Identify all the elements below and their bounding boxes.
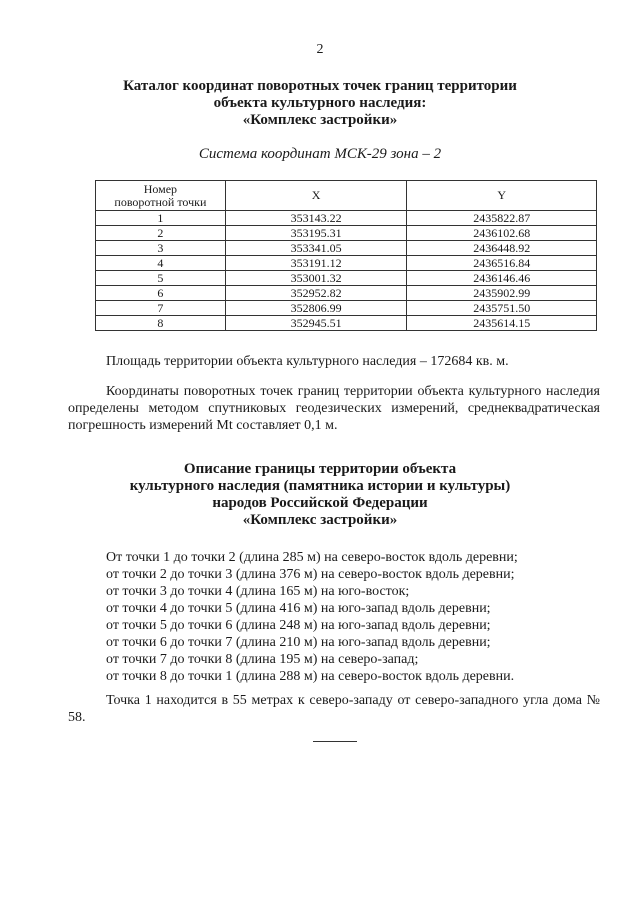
boundary-segment: от точки 8 до точки 1 (длина 288 м) на северо-восток вдоль деревни. <box>106 669 515 684</box>
cell-y: 2435902.99 <box>407 286 597 301</box>
table-row <box>96 226 597 241</box>
cell-x: 353001.32 <box>225 271 407 286</box>
header-y: Y <box>407 181 597 211</box>
reference-point-note: Точка 1 находится в 55 метрах к северо-западу от северо-западного угла дома № 58. <box>68 693 600 725</box>
measurement-method-paragraph: Координаты поворотных точек границ территории объекта культурного наследия определены методом спутниковых геодезических измерений, среднеквадратическая погрешность измерений Mt составляет 0,1 м. <box>68 384 600 433</box>
cell-y: 2435822.87 <box>407 211 597 226</box>
cell-y: 2436102.68 <box>407 226 597 241</box>
table-row <box>96 211 597 226</box>
header-point-number <box>96 181 226 211</box>
boundary-title-line: культурного наследия (памятника истории и культуры) <box>129 478 511 494</box>
cell-point-number: 7 <box>96 301 226 316</box>
coordinates-table <box>95 180 597 331</box>
boundary-description-title <box>60 461 580 529</box>
boundary-title-line: «Комплекс застройки» <box>242 512 398 528</box>
catalog-title-line: Каталог координат поворотных точек границ территории <box>123 78 517 94</box>
cell-x: 353191.12 <box>225 256 407 271</box>
end-divider <box>313 741 357 742</box>
boundary-segment: от точки 6 до точки 7 (длина 210 м) на юго-запад вдоль деревни; <box>106 635 491 650</box>
header-x: X <box>225 181 407 211</box>
header-number-line1: Номер <box>143 181 178 196</box>
cell-x: 353341.05 <box>225 241 407 256</box>
area-statement: Площадь территории объекта культурного наследия – 172684 кв. м. <box>106 354 509 369</box>
table-row <box>96 301 597 316</box>
catalog-title-line: «Комплекс застройки» <box>242 112 398 128</box>
boundary-title-line: народов Российской Федерации <box>212 495 428 511</box>
cell-y: 2436448.92 <box>407 241 597 256</box>
cell-y: 2436516.84 <box>407 256 597 271</box>
boundary-segment: от точки 7 до точки 8 (длина 195 м) на северо-запад; <box>106 652 419 667</box>
table-row <box>96 286 597 301</box>
cell-y: 2436146.46 <box>407 271 597 286</box>
cell-x: 353195.31 <box>225 226 407 241</box>
cell-point-number: 5 <box>96 271 226 286</box>
cell-point-number: 3 <box>96 241 226 256</box>
cell-point-number: 8 <box>96 316 226 331</box>
cell-y: 2435751.50 <box>407 301 597 316</box>
boundary-segment: от точки 5 до точки 6 (длина 248 м) на юго-запад вдоль деревни; <box>106 618 491 633</box>
page-number: 2 <box>316 42 324 57</box>
boundary-segment: От точки 1 до точки 2 (длина 285 м) на северо-восток вдоль деревни; <box>106 550 518 565</box>
cell-x: 352806.99 <box>225 301 407 316</box>
cell-x: 352945.51 <box>225 316 407 331</box>
cell-y: 2435614.15 <box>407 316 597 331</box>
cell-point-number: 1 <box>96 211 226 226</box>
coordinate-system-caption: Система координат МСК-29 зона – 2 <box>198 146 442 162</box>
catalog-title-line: объекта культурного наследия: <box>213 95 427 111</box>
table-row <box>96 241 597 256</box>
boundary-segment: от точки 4 до точки 5 (длина 416 м) на юго-запад вдоль деревни; <box>106 601 491 616</box>
table-row <box>96 271 597 286</box>
cell-point-number: 2 <box>96 226 226 241</box>
cell-x: 352952.82 <box>225 286 407 301</box>
boundary-segment-list <box>106 549 606 685</box>
cell-point-number: 6 <box>96 286 226 301</box>
boundary-segment: от точки 2 до точки 3 (длина 376 м) на северо-восток вдоль деревни; <box>106 567 515 582</box>
cell-point-number: 4 <box>96 256 226 271</box>
table-row <box>96 316 597 331</box>
cell-x: 353143.22 <box>225 211 407 226</box>
table-row <box>96 256 597 271</box>
boundary-segment: от точки 3 до точки 4 (длина 165 м) на юго-восток; <box>106 584 410 599</box>
table-header-row <box>96 181 597 211</box>
catalog-title <box>60 78 580 129</box>
header-number-line2: поворотной точки <box>114 194 207 209</box>
boundary-title-line: Описание границы территории объекта <box>183 461 457 477</box>
